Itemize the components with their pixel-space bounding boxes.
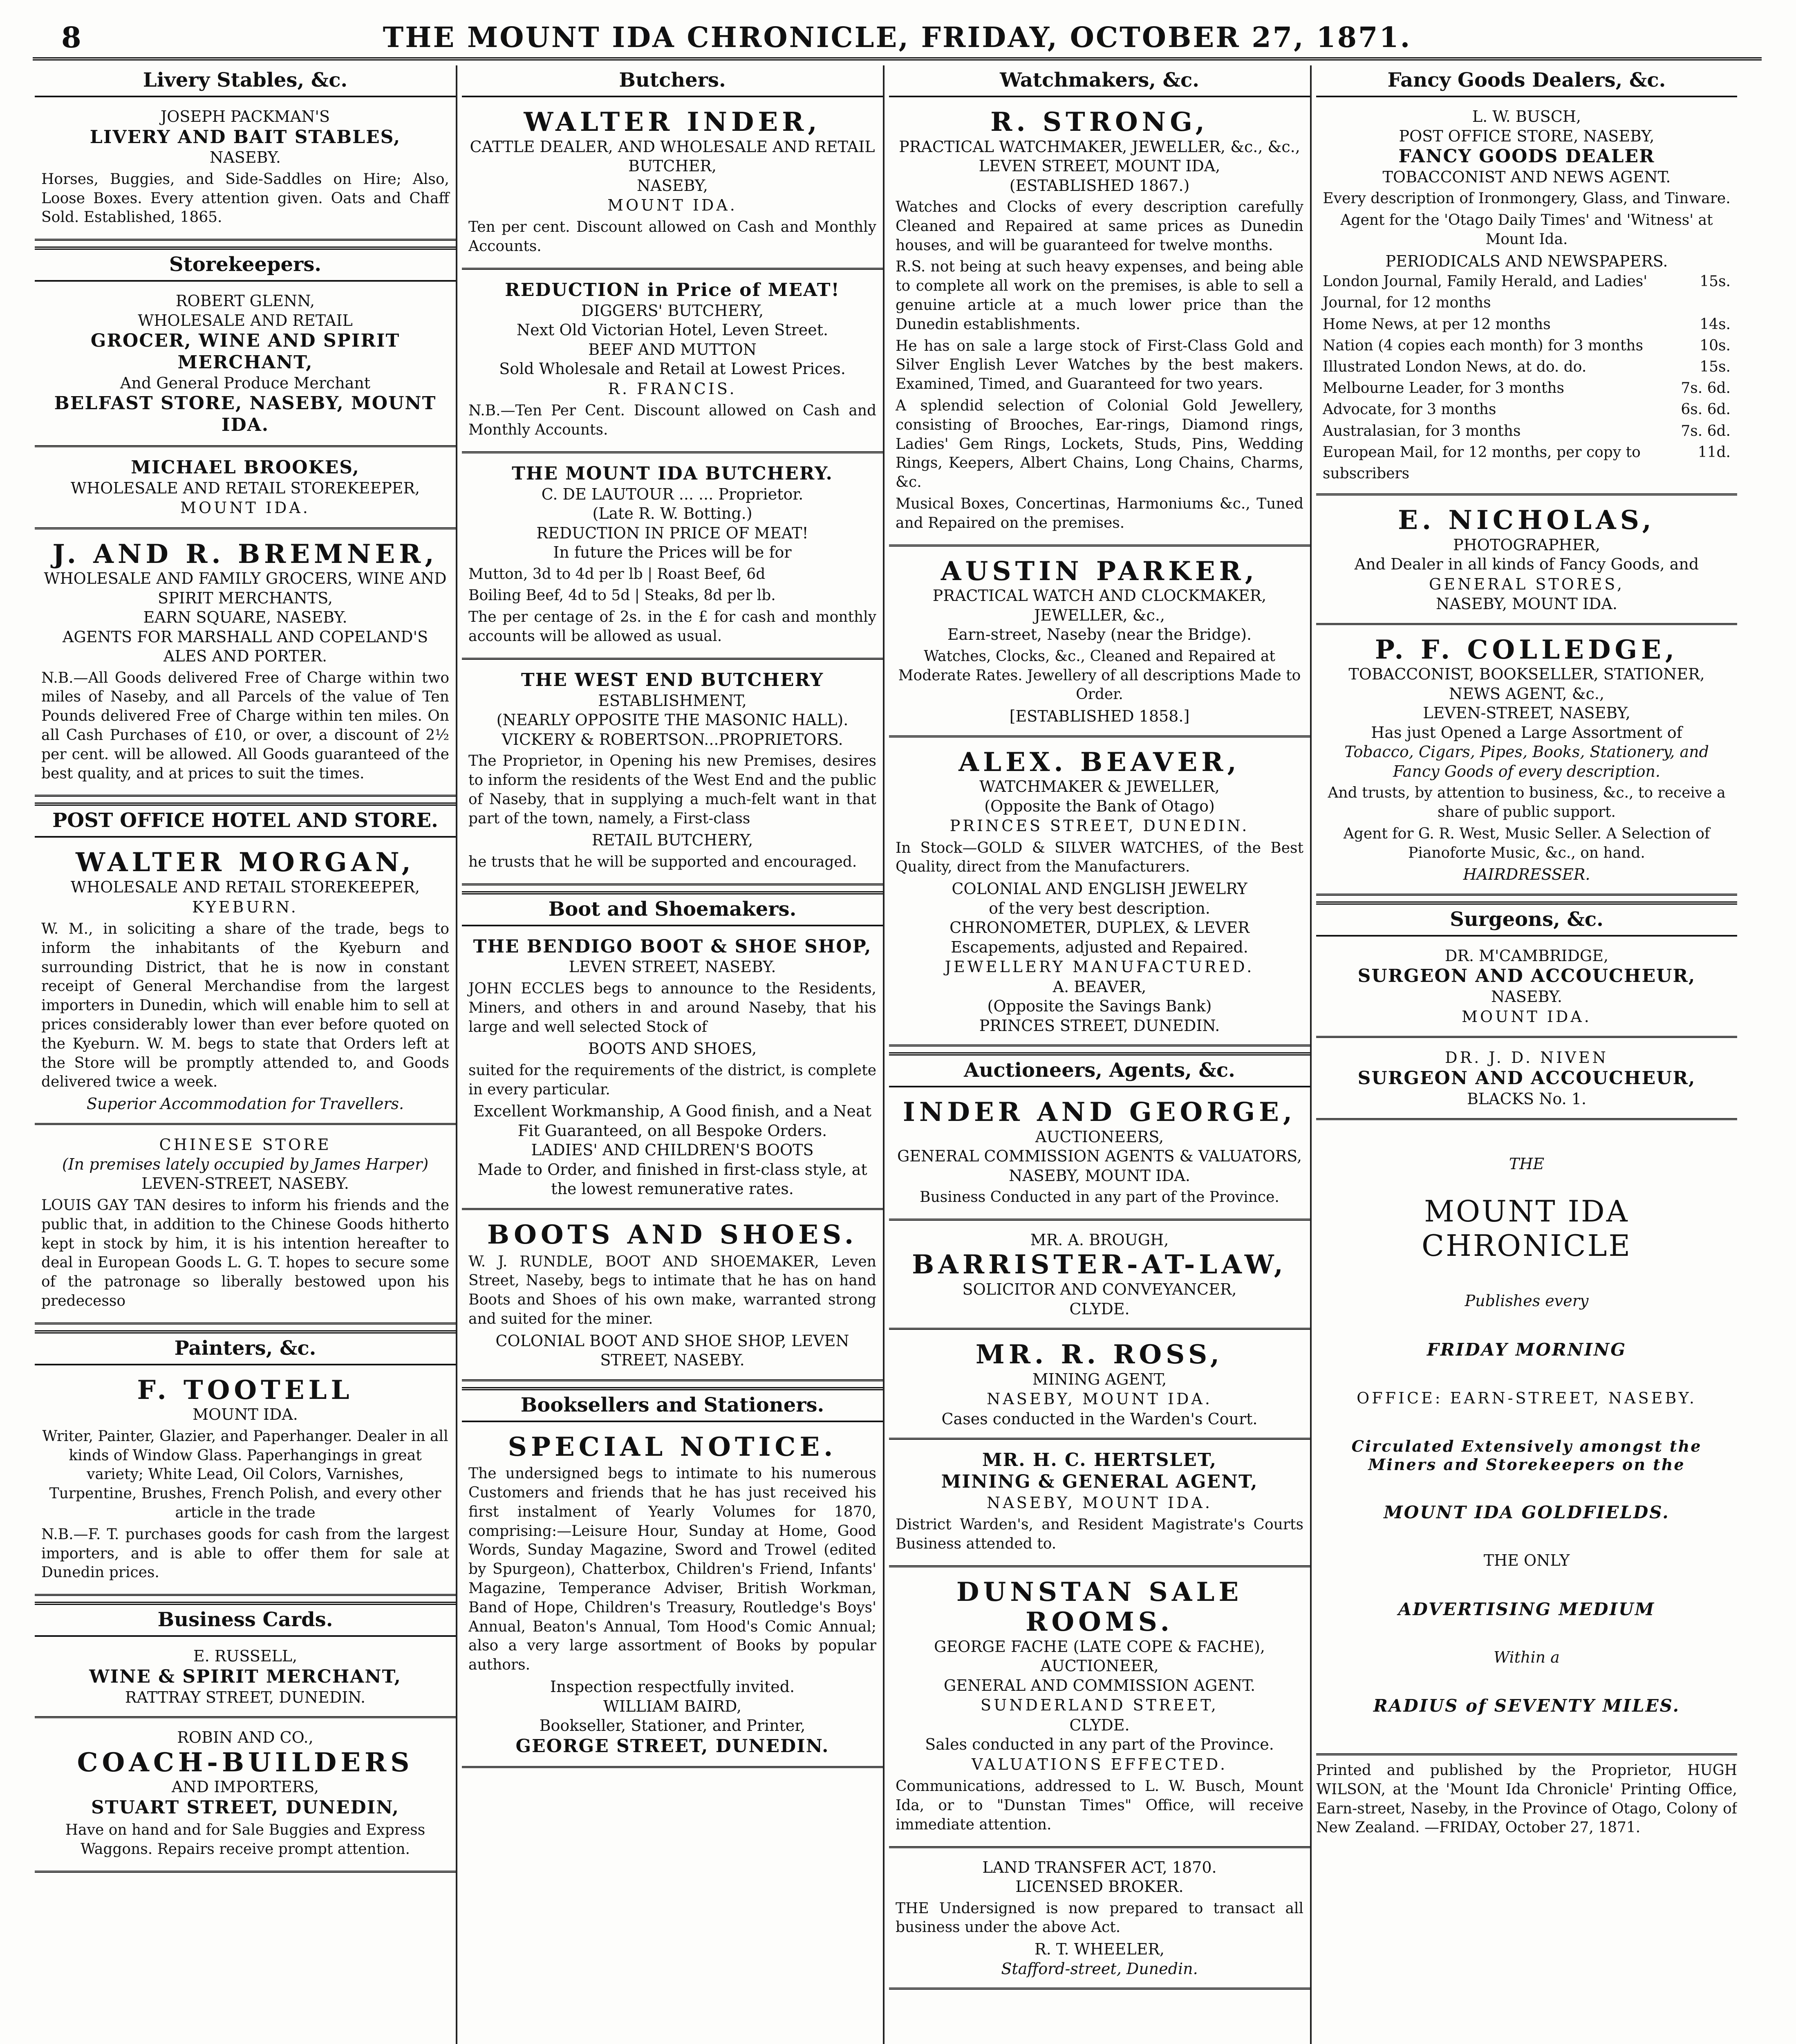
ad-sub: Sold Wholesale and Retail at Lowest Prices. [499,360,846,378]
ad-body: District Warden's, and Resident Magistrate's Courts Business attended to. [896,1516,1303,1552]
ad-owner: VICKERY & ROBERTSON...PROPRIETORS. [502,730,843,749]
price-row [1323,314,1731,335]
price-row [1323,335,1731,356]
ad-trade: TOBACCONIST, BOOKSELLER, STATIONER, NEWS AGENT, &c., [1348,665,1705,703]
price-row [1323,421,1731,442]
strong-ad [889,103,1310,547]
ad-trade: Bookseller, Stationer, and Printer, [539,1717,806,1735]
colledge-ad [1316,631,1737,896]
ad-title: R. STRONG, [990,107,1209,137]
ad-body: he trusts that he will be supported and encouraged. [468,853,857,870]
glenn-ad [35,287,456,447]
ad-trade: PRACTICAL WATCHMAKER, JEWELLER, &c., &c., [899,137,1300,156]
chronicle-radius: RADIUS of SEVENTY MILES. [1373,1696,1680,1716]
busch-ad [1316,103,1737,495]
chinese-store-ad [35,1131,456,1325]
section-heading: Painters, &c. [35,1330,456,1365]
price-value: 7s. 6d. [1681,422,1731,439]
ad-sub: Made to Order, and finished in first-class style, at the lowest remunerative rates. [477,1160,867,1198]
chronicle-the: THE [1509,1154,1545,1173]
ad-body: Agent for the 'Otago Daily Times' and 'Witness' at Mount Ida. [1340,212,1713,248]
ad-title: DUNSTAN SALE ROOMS. [956,1576,1243,1638]
ad-trade: AUCTIONEER, [1040,1657,1159,1675]
price-line: Boiling Beef, 4d to 5d | Steaks, 8d per lb. [468,587,776,604]
morgan-ad [35,843,456,1125]
section-heading: Business Cards. [35,1602,456,1637]
column-rule [456,65,457,2044]
ad-address: SUNDERLAND STREET, [981,1696,1218,1715]
ad-sub: (Opposite the Bank of Otago) [984,797,1215,815]
ad-address: STUART STREET, DUNEDIN, [91,1797,399,1818]
brookes-ad [35,453,456,529]
ad-sub: Inspection respectfully invited. [550,1678,795,1696]
ad-goods: Tobacco, Cigars, Pipes, Books, Stationery, and Fancy Goods of every description. [1344,743,1709,780]
ad-trade: MINING AGENT, [1032,1370,1167,1388]
ad-sub: RETAIL BUTCHERY, [591,831,753,849]
section-heading: POST OFFICE HOTEL AND STORE. [35,802,456,838]
ad-title: AUSTIN PARKER, [941,556,1259,587]
chronicle-publishes: Publishes every [1465,1292,1589,1310]
masthead [33,12,1762,61]
ad-body: Have on hand and for Sale Buggies and Express Waggons. Repairs receive prompt attention. [65,1822,425,1858]
section-heading: Watchmakers, &c. [889,65,1310,97]
ad-signature: WILLIAM BAIRD, [603,1697,742,1715]
price-item: Home News, at per 12 months [1323,316,1551,333]
ad-sub: COLONIAL AND ENGLISH JEWELRY [952,880,1247,898]
ad-address: Earn-street, Naseby (near the Bridge). [947,625,1252,644]
price-row [1323,356,1731,378]
ad-owner: C. DE LAUTOUR ... ... Proprietor. [541,485,804,503]
ad-trade: WHOLESALE AND RETAIL STOREKEEPER, [70,479,420,497]
chronicle-only: THE ONLY [1483,1551,1570,1570]
ad-sub: VALUATIONS EFFECTED. [971,1755,1228,1773]
ad-title: SPECIAL NOTICE. [508,1431,837,1462]
ad-place: CLYDE. [1069,1300,1130,1318]
price-value: 7s. 6d. [1681,380,1731,397]
section-heading: Butchers. [462,65,883,97]
ad-signature: R. FRANCIS. [608,379,737,398]
ad-sub: GENERAL COMMISSION AGENTS & VALUATORS, [897,1147,1302,1165]
ad-trade: CATTLE DEALER, AND WHOLESALE AND RETAIL BUTCHER, [470,137,875,175]
ad-sub: In future the Prices will be for [553,543,792,562]
ad-title: WALTER MORGAN, [76,847,415,878]
ad-trade: PRACTICAL WATCH AND CLOCKMAKER, JEWELLER, &c., [932,587,1267,624]
mccambridge-ad [1316,942,1737,1038]
chronicle-medium: ADVERTISING MEDIUM [1398,1599,1655,1619]
chronicle-circulation: Circulated Extensively amongst the Miners and Storekeepers on the [1351,1437,1702,1474]
ad-sub: (NEARLY OPPOSITE THE MASONIC HALL). [496,711,849,729]
column-3 [889,65,1310,2044]
ad-address: PRINCES STREET, DUNEDIN. [950,817,1250,835]
ad-sub: And General Produce Merchant [120,374,371,392]
niven-ad [1316,1044,1737,1120]
inder-george-ad [889,1093,1310,1221]
page-number: 8 [61,20,81,54]
price-value: 15s. [1700,273,1731,290]
ad-signature: A. BEAVER, [1053,977,1147,996]
ad-body: Musical Boxes, Concertinas, Harmoniums &c., Tuned and Repaired on the premises. [896,495,1303,531]
price-item: European Mail, for 12 months, per copy to subscribers [1323,444,1641,482]
ad-sub: REDUCTION IN PRICE OF MEAT! [536,524,808,542]
price-value: 10s. [1700,337,1731,354]
ad-body: And trusts, by attention to business, &c., to receive a share of public support. [1328,784,1726,820]
section-heading: Storekeepers. [35,247,456,282]
imprint: Printed and published by the Proprietor, HUGH WILSON, at the 'Mount Ida Chronicle' Printing Office, Earn-street, Naseby, in the Province of Otago, Colony of New Zealand. —FRIDAY, October 27, 1871. [1316,1762,1737,1836]
ad-sub: [ESTABLISHED 1858.] [1009,707,1190,726]
ad-address: LEVEN-STREET, NASEBY, [1423,704,1630,722]
ad-address: LEVEN-STREET, NASEBY. [141,1174,349,1193]
ad-place: KYEBURN. [192,898,298,916]
price-line: Mutton, 3d to 4d per lb | Roast Beef, 6d [468,565,766,583]
ad-address: Stafford-street, Dunedin. [1001,1959,1198,1978]
bremner-ad [35,535,456,797]
ad-sub: SOLICITOR AND CONVEYANCER, [962,1280,1237,1299]
price-value: 11d. [1697,444,1731,461]
ad-body: And Dealer in all kinds of Fancy Goods, and [1354,555,1699,574]
ad-title: F. TOOTELL [137,1374,354,1405]
ad-address: POST OFFICE STORE, NASEBY, [1399,127,1655,145]
ad-title: LAND TRANSFER ACT, 1870. [982,1858,1217,1876]
russell-ad [35,1643,456,1718]
column-rule [883,65,885,2044]
ad-sub: of the very best description. [989,899,1210,917]
ad-owner: DR. M'CAMBRIDGE, [1444,946,1609,965]
ad-title: GROCER, WINE AND SPIRIT MERCHANT, [90,330,400,373]
ad-sub: Escapements, adjusted and Repaired. [951,938,1248,956]
ad-title: MR. H. C. HERTSLET, [982,1450,1217,1471]
ad-body: Ten per cent. Discount allowed on Cash and Monthly Accounts. [468,219,876,255]
ad-sub: Sales conducted in any part of the Province. [925,1735,1274,1754]
ad-place: NASEBY. [210,148,281,167]
ad-title: CHINESE STORE [159,1135,331,1154]
column-1 [35,65,456,2044]
ad-body: Business Conducted in any part of the Province. [920,1189,1279,1206]
ad-body: LOUIS GAY TAN desires to inform his friends and the public that, in addition to the Chinese Goods hitherto kept in stock by him, it is his intention hereafter to deal in European Goods L. G. T. hopes to secure some of the patronage so liberally bestowed upon his predecesso [41,1197,449,1309]
robin-ad [35,1724,456,1873]
ad-address: NASEBY, MOUNT IDA. [987,1493,1212,1512]
ad-trade: TOBACCONIST AND NEWS AGENT. [1382,168,1671,186]
ad-address: NASEBY, MOUNT IDA. [1009,1166,1190,1185]
ad-body: Communications, addressed to L. W. Busch, Mount Ida, or to "Dunstan Times" Office, will receive immediate attention. [896,1778,1303,1833]
ad-title: INDER AND GEORGE, [902,1097,1297,1128]
ad-trade: AUCTIONEERS, [1035,1127,1164,1146]
ad-owner: JOSEPH PACKMAN'S [160,108,330,126]
ad-owner: DIGGERS' BUTCHERY, [581,301,764,320]
ad-body: Every description of Ironmongery, Glass, and Tinware. [1323,190,1731,207]
ad-body: A splendid selection of Colonial Gold Jewellery, consisting of Brooches, Ear-rings, Diamond rings, Ladies' Gem Rings, Lockets, Studs, Pins, Wedding Rings, Keepers, Albert Chains, Long Chains, Charms, &c. [896,397,1303,491]
ad-sub: Cases conducted in the Warden's Court. [941,1410,1258,1428]
price-item: Nation (4 copies each month) for 3 months [1323,337,1644,354]
dunstan-ad [889,1573,1310,1848]
ad-address: GEORGE STREET, DUNEDIN. [515,1735,829,1757]
price-row [1323,442,1731,484]
column-2 [462,65,883,2044]
ad-title: MR. R. ROSS, [975,1339,1224,1370]
ad-place: NASEBY, [637,176,708,195]
ad-owner: ROBIN AND CO., [177,1728,314,1747]
ad-trade: MINING & GENERAL AGENT, [941,1471,1258,1492]
ad-place: NASEBY. [1491,988,1562,1006]
ad-body: The undersigned begs to intimate to his numerous Customers and friends that he has just received his first instalment of Yearly Volumes for 1870, comprising:—Leisure Hour, Sunday at Home, Good Words, Sunday Magazine, Sword and Trowel (edited by Spurgeon), Chatterbox, Children's Friend, Infants' Magazine, Temperance Adviser, British Workman, Band of Hope, Children's Treasury, Routledge's Boys' Annual, Beaton's Annual, Tom Hood's Comic Annual; also a very large assortment of Books by popular authors. [468,1465,876,1674]
ad-body: JOHN ECCLES begs to announce to the Residents, Miners, and others in and around Naseby, that his large and well selected Stock of [468,980,876,1035]
ad-owner: MR. A. BROUGH, [1030,1230,1169,1249]
ad-title: WALTER INDER, [524,107,821,137]
ad-title: THE BENDIGO BOOT & SHOE SHOP, [473,936,872,957]
ad-title: COACH-BUILDERS [77,1747,414,1778]
chronicle-name: MOUNT IDA CHRONICLE [1421,1194,1632,1263]
ad-sub: LICENSED BROKER. [1015,1878,1184,1896]
ad-address: BELFAST STORE, NASEBY, MOUNT IDA. [54,393,437,436]
ad-sub: BEEF AND MUTTON [588,340,757,359]
ad-trade: WHOLESALE AND RETAIL STOREKEEPER, [70,878,420,896]
hairdresser-banner: HAIRDRESSER. [1463,865,1590,884]
ad-place: MOUNT IDA. [193,1405,298,1424]
ad-address: COLONIAL BOOT AND SHOE SHOP, LEVEN STREET, NASEBY. [495,1331,849,1369]
ad-trade: WHOLESALE AND RETAIL [138,311,353,329]
ad-title: ALEX. BEAVER, [958,746,1241,778]
section-heading: Fancy Goods Dealers, &c. [1316,65,1737,97]
ad-sub: LADIES' AND CHILDREN'S BOOTS [531,1141,814,1159]
ad-place: CLYDE. [1069,1716,1130,1734]
ad-body: The per centage of 2s. in the £ for cash and monthly accounts will be allowed as usual. [468,609,876,645]
ad-sub: (Opposite the Savings Bank) [987,997,1212,1015]
ad-sub: (Late R. W. Botting.) [592,504,752,523]
ad-sub: GENERAL STORES, [1429,575,1625,593]
ad-sub: Excellent Workmanship, A Good finish, and a Neat Fit Guaranteed, on all Bespoke Orders. [473,1102,871,1140]
west-end-butchery-ad [462,666,883,885]
nicholas-ad [1316,501,1737,625]
ad-sub: ESTABLISHMENT, [598,691,747,710]
chronicle-day: FRIDAY MORNING [1426,1339,1627,1360]
ad-body: R.S. not being at such heavy expenses, and being able to complete all work on the premises, is able to sell a genuine article at a much lower price than the Dunedin establishments. [896,258,1303,333]
ad-place: MOUNT IDA. [180,499,310,517]
rundle-ad [462,1216,883,1381]
price-value: 15s. [1700,358,1731,375]
ad-title: THE WEST END BUTCHERY [521,669,824,690]
newspaper-title: THE MOUNT IDA CHRONICLE, FRIDAY, OCTOBER 27, 1871. [383,21,1412,54]
ad-trade: WHOLESALE AND FAMILY GROCERS, WINE AND SPIRIT MERCHANTS, [44,569,447,607]
ad-title: LIVERY AND BAIT STABLES, [90,126,401,148]
periodicals-price-list [1323,271,1731,484]
chronicle-goldfields: MOUNT IDA GOLDFIELDS. [1384,1502,1670,1523]
ad-title: E. NICHOLAS, [1398,505,1655,536]
diggers-ad [462,276,883,453]
ad-title: FANCY GOODS DEALER [1398,146,1655,167]
ad-title: REDUCTION in Price of MEAT! [505,280,840,301]
ad-owner: GEORGE FACHE (LATE COPE & FACHE), [934,1637,1265,1656]
price-item: Melbourne Leader, for 3 months [1323,380,1565,397]
ad-trade: PHOTOGRAPHER, [1453,536,1600,554]
bendigo-ad [462,932,883,1210]
ad-address: LEVEN STREET, MOUNT IDA, [979,157,1220,175]
ad-body: The Proprietor, in Opening his new Premises, desires to inform the residents of the West End and the public of Naseby, that in supplying a much-felt want in that part of the town, namely, a First-class [468,753,876,827]
ad-place: MOUNT IDA. [1462,1007,1592,1026]
ad-sub: JEWELLERY MANUFACTURED. [945,958,1254,976]
ad-note: N.B.—F. T. purchases goods for cash from the largest importers, and is able to offer them for sale at Dunedin prices. [41,1526,449,1581]
chronicle-notice [1316,1126,1737,1755]
price-item: Illustrated London News, at do. do. [1323,358,1587,375]
ad-body: Watches, Clocks, &c., Cleaned and Repaired at Moderate Rates. Jewellery of all descriptions Made to Order. [898,648,1301,703]
tootell-ad [35,1371,456,1596]
ad-address: PRINCES STREET, DUNEDIN. [979,1016,1220,1035]
ad-title: BARRISTER-AT-LAW, [912,1249,1287,1280]
ad-agents: AGENTS FOR MARSHALL AND COPELAND'S ALES AND PORTER. [62,628,428,666]
section-heading: Surgeons, &c. [1316,901,1737,937]
chronicle-within: Within a [1494,1648,1560,1666]
ad-title: WINE & SPIRIT MERCHANT, [89,1666,401,1687]
ad-owner: DR. J. D. NIVEN [1445,1049,1608,1067]
wheeler-ad [889,1854,1310,1990]
ad-sub: BOOTS AND SHOES, [588,1040,757,1058]
ad-signature: R. T. WHEELER, [1034,1940,1165,1959]
ad-body: Agent for G. R. West, Music Seller. A Selection of Pianoforte Music, &c., on hand. [1343,825,1710,861]
brough-ad [889,1226,1310,1330]
section-heading: Auctioneers, Agents, &c. [889,1052,1310,1087]
ad-sub: (ESTABLISHED 1867.) [1009,176,1190,195]
ad-tagline: Superior Accommodation for Travellers. [86,1095,404,1113]
ad-body: Writer, Painter, Glazier, and Paperhanger. Dealer in all kinds of Window Glass. Paperhangings in great variety; White Lead, Oil Colors, Varnishes, Turpentine, Brushes, French Polish, and every other article in the trade [42,1428,448,1522]
chronicle-office: OFFICE: EARN-STREET, NASEBY. [1357,1389,1697,1407]
ad-body: He has on sale a large stock of First-Class Gold and Silver English Lever Watches by the best makers. Examined, Timed, and Guaranteed for two years. [896,337,1303,393]
column-rule [1310,65,1312,2044]
ad-sub: GENERAL AND COMMISSION AGENT. [943,1676,1256,1694]
ad-body: In Stock—GOLD & SILVER WATCHES, of the Best Quality, direct from the Manufacturers. [896,839,1303,876]
inder-ad [462,103,883,270]
ad-place: MOUNT IDA. [607,196,737,215]
ad-title: SURGEON AND ACCOUCHEUR, [1357,1068,1696,1089]
ad-body: Has just Opened a Large Assortment of [1371,723,1682,742]
packman-ad [35,103,456,241]
column-4 [1316,65,1737,2044]
ad-title: MICHAEL BROOKES, [131,457,360,478]
ad-sub: AND IMPORTERS, [171,1778,319,1796]
ad-address: Next Old Victorian Hotel, Leven Street. [516,321,829,339]
ad-address: NASEBY, MOUNT IDA. [987,1390,1212,1408]
ad-body: W. M., in soliciting a share of the trade, begs to inform the inhabitants of the Kyeburn and surrounding District, that he is now in constant receipt of General Merchandise from the largest importers in Dunedin, which will enable him to sell at prices considerably lower than ever before quoted on the Kyeburn. W. M. begs to state that Orders left at the Store will be promptly attended to, and Goods delivered twice a week. [41,920,449,1091]
ad-title: P. F. COLLEDGE, [1375,634,1679,665]
price-item: Australasian, for 3 months [1323,422,1521,439]
ad-address: LEVEN STREET, NASEBY. [569,958,776,976]
section-heading: Boot and Shoemakers. [462,891,883,926]
price-row [1323,378,1731,399]
ad-body: N.B.—All Goods delivered Free of Charge within two miles of Naseby, and all Parcels of the value of Ten Pounds delivered Free of Charge within ten miles. On all Cash Purchases of £10, or over, a discount of 2½ per cent. will be allowed. All Goods guaranteed of the best quality, and at prices to suit the times. [41,669,449,782]
section-heading: Livery Stables, &c. [35,65,456,97]
price-item: Advocate, for 3 months [1323,401,1496,418]
hertslet-ad [889,1446,1310,1567]
baird-ad [462,1428,883,1768]
ad-sub: PERIODICALS AND NEWSPAPERS. [1385,252,1668,270]
ad-body: Watches and Clocks of every description carefully Cleaned and Repaired at same prices as Dunedin houses, and will be guaranteed for twelve months. [896,199,1303,254]
ad-title: THE MOUNT IDA BUTCHERY. [512,463,833,484]
parker-ad [889,552,1310,737]
ross-ad [889,1336,1310,1440]
ad-trade: WATCHMAKER & JEWELLER, [979,778,1220,796]
ad-owner: ROBERT GLENN, [175,292,315,310]
ad-place: BLACKS No. 1. [1467,1090,1587,1108]
mount-ida-butchery-ad [462,459,883,660]
ad-note: N.B.—Ten Per Cent. Discount allowed on Cash and Monthly Accounts. [468,402,876,439]
price-value: 14s. [1700,316,1731,333]
ad-body: THE Undersigned is now prepared to transact all business under the above Act. [896,1900,1303,1936]
ad-owner: E. RUSSELL, [193,1647,298,1665]
ad-body: W. J. RUNDLE, BOOT AND SHOEMAKER, Leven Street, Naseby, begs to intimate that he has on hand Boots and Shoes of his own make, warranted strong and suited for the miner. [468,1253,876,1327]
ad-title: SURGEON AND ACCOUCHEUR, [1357,966,1696,987]
ad-address: NASEBY, MOUNT IDA. [1436,595,1617,613]
ad-title: BOOTS AND SHOES. [487,1219,858,1250]
price-row [1323,271,1731,314]
ad-sub: (In premises lately occupied by James Harper) [62,1155,429,1173]
ad-address: RATTRAY STREET, DUNEDIN. [125,1688,366,1706]
ad-sub: CHRONOMETER, DUPLEX, & LEVER [950,919,1250,937]
price-item: London Journal, Family Herald, and Ladies' Journal, for 12 months [1323,273,1648,312]
ad-owner: L. W. BUSCH, [1472,108,1581,126]
section-heading: Booksellers and Stationers. [462,1387,883,1422]
price-row [1323,399,1731,420]
ad-body: suited for the requirements of the district, is complete in every particular. [468,1062,876,1098]
ad-title: J. AND R. BREMNER, [52,538,438,569]
ad-address: EARN SQUARE, NASEBY. [143,608,347,627]
ad-body: Horses, Buggies, and Side-Saddles on Hire; Also, Loose Boxes. Every attention given. Oats and Chaff Sold. Established, 1865. [41,170,449,226]
beaver-ad [889,743,1310,1047]
price-value: 6s. 6d. [1681,401,1731,418]
